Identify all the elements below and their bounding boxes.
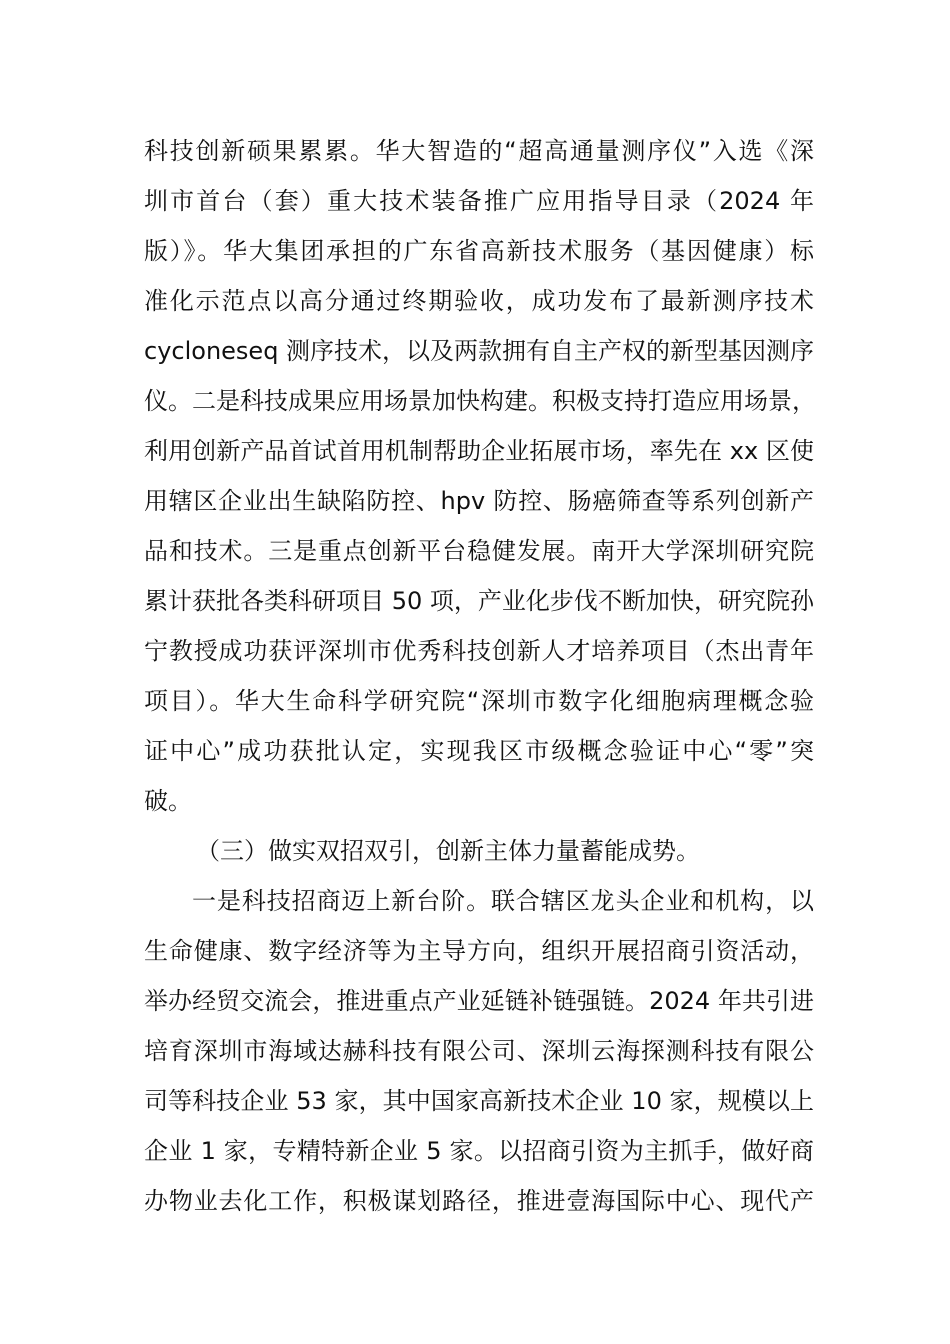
text-line: 仪。二是科技成果应用场景加快构建。积极支持打造应用场景， <box>144 387 816 415</box>
text-line: 利用创新产品首试首用机制帮助企业拓展市场，率先在 xx 区使 <box>144 437 814 465</box>
text-line: cycloneseq 测序技术，以及两款拥有自主产权的新型基因测序 <box>144 337 815 365</box>
text-line: 累计获批各类科研项目 50 项，产业化步伐不断加快，研究院孙 <box>144 587 814 615</box>
text-line: 司等科技企业 53 家，其中国家高新技术企业 10 家，规模以上 <box>144 1087 814 1115</box>
text-line: 圳市首台（套）重大技术装备推广应用指导目录（2024 年 <box>144 187 814 215</box>
text-line: 生命健康、数字经济等为主导方向，组织开展招商引资活动， <box>144 937 814 965</box>
text-line: 项目）。华大生命科学研究院“深圳市数字化细胞病理概念验 <box>144 687 814 715</box>
text-line: 破。 <box>144 787 192 815</box>
text-line: 办物业去化工作，积极谋划路径，推进壹海国际中心、现代产 <box>144 1187 814 1215</box>
text-line: 用辖区企业出生缺陷防控、hpv 防控、肠癌筛查等系列创新产 <box>144 487 814 515</box>
body-text <box>144 126 814 1226</box>
paragraph-first-line: 一是科技招商迈上新台阶。联合辖区龙头企业和机构，以 <box>192 887 814 915</box>
text-line: 证中心”成功获批认定，实现我区市级概念验证中心“零”突 <box>144 737 814 765</box>
text-line: 举办经贸交流会，推进重点产业延链补链强链。2024 年共引进 <box>144 987 814 1015</box>
text-line: 准化示范点以高分通过终期验收，成功发布了最新测序技术 <box>144 287 814 315</box>
section-heading: （三）做实双招双引，创新主体力量蓄能成势。 <box>196 837 700 865</box>
text-line: 科技创新硕果累累。华大智造的“超高通量测序仪”入选《深 <box>144 137 814 165</box>
text-line: 企业 1 家，专精特新企业 5 家。以招商引资为主抓手，做好商 <box>144 1137 814 1165</box>
text-line: 宁教授成功获评深圳市优秀科技创新人才培养项目（杰出青年 <box>144 637 814 665</box>
text-line: 品和技术。三是重点创新平台稳健发展。南开大学深圳研究院 <box>144 537 814 565</box>
text-line: 培育深圳市海域达赫科技有限公司、深圳云海探测科技有限公 <box>144 1037 814 1065</box>
text-line: 版）》。华大集团承担的广东省高新技术服务（基因健康）标 <box>144 237 814 265</box>
